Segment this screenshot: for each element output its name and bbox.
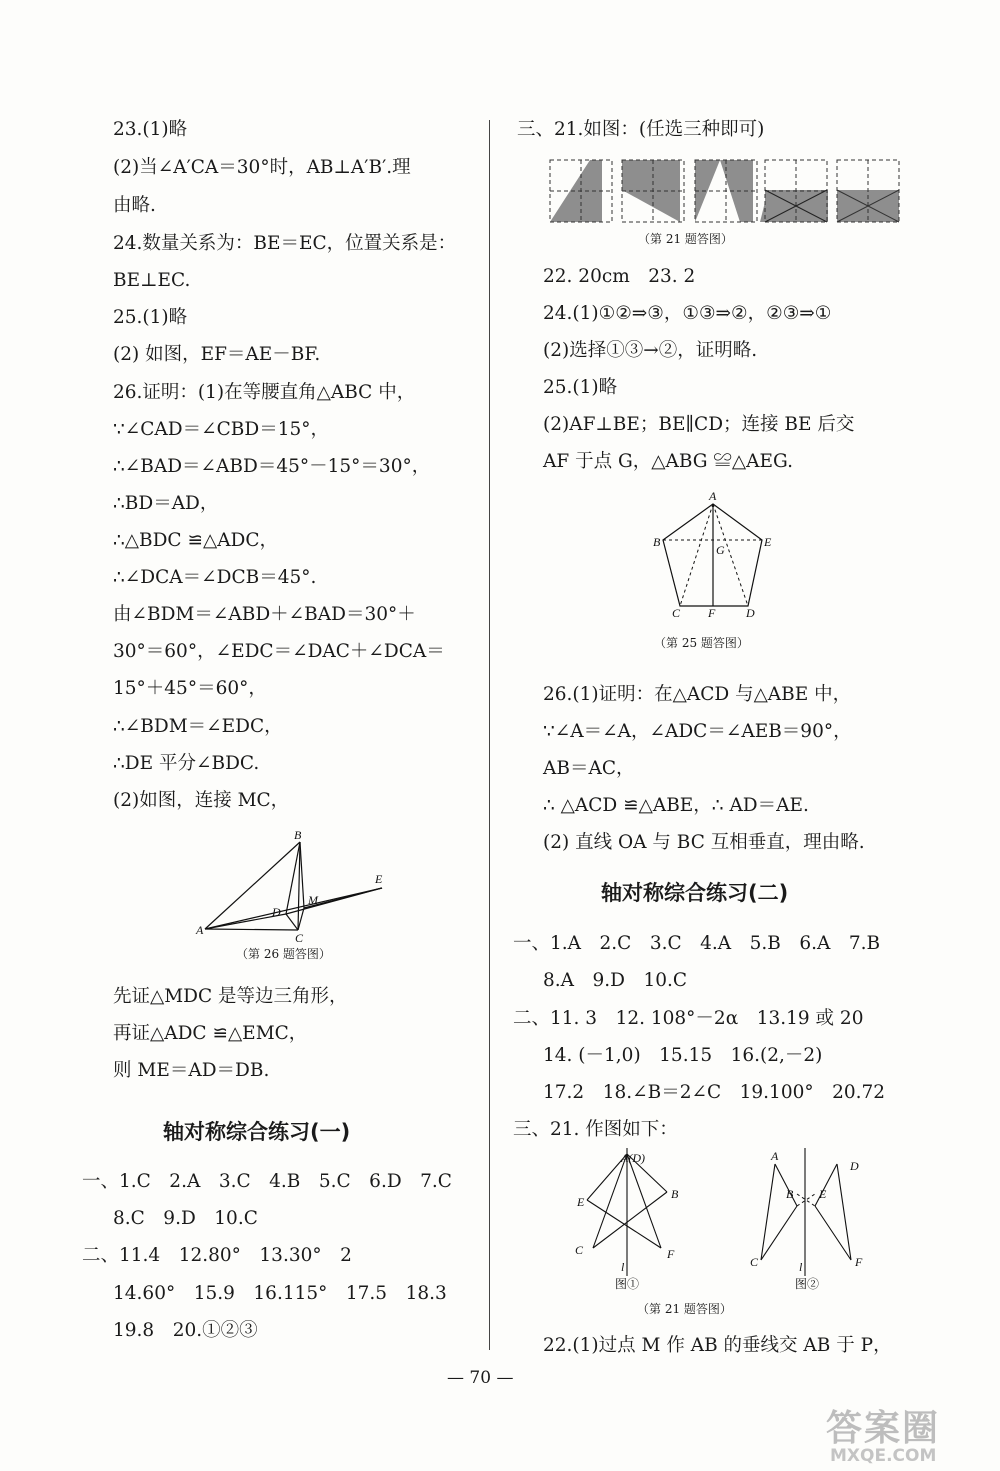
figure-label: F — [855, 1255, 863, 1269]
figure-21-constructions — [565, 1148, 885, 1298]
text-line: 三、21.如图：(任选三种即可) — [517, 119, 765, 140]
figure-caption: （第 21 题答图） — [637, 1302, 732, 1316]
text-line: 23.(1)略 — [113, 119, 188, 140]
answer-line: 一、1.A 2.C 3.C 4.A 5.B 6.A 7.B — [513, 933, 881, 954]
watermark-logo — [820, 1400, 990, 1466]
text-line: 30°＝60°，∠EDC＝∠DAC＋∠DCA＝ — [113, 641, 445, 662]
figure-25-pentagon — [650, 488, 780, 618]
figure-label: D — [272, 905, 281, 919]
figure-label: D — [746, 606, 755, 620]
figure-26 — [190, 826, 400, 945]
figure-label: A — [196, 923, 204, 937]
text-line: 再证△ADC ≌△EMC， — [113, 1023, 308, 1044]
text-line: (2)AF⊥BE；BE∥CD；连接 BE 后交 — [543, 414, 855, 435]
text-line: (2)选择①③→②，证明略. — [543, 340, 758, 361]
figure-label: B — [653, 535, 661, 549]
section-heading: 轴对称综合练习(一) — [163, 1120, 351, 1144]
text-line: ∴△BDC ≌△ADC， — [113, 530, 279, 551]
text-line: 由∠BDM＝∠ABD＋∠BAD＝30°＋ — [113, 604, 416, 625]
answer-line: 8.C 9.D 10.C — [113, 1208, 258, 1229]
text-line: 先证△MDC 是等边三角形， — [113, 986, 348, 1007]
answer-line: 一、1.C 2.A 3.C 4.B 5.C 6.D 7.C — [82, 1171, 452, 1192]
figure-label: D — [850, 1159, 859, 1173]
text-line: ∴∠BDM＝∠EDC， — [113, 716, 283, 737]
text-line: ∴ △ACD ≌△ABE，∴ AD＝AE. — [543, 795, 809, 816]
text-line: (2) 直线 OA 与 BC 互相垂直，理由略. — [543, 832, 865, 853]
text-line: 25.(1)略 — [543, 377, 618, 398]
figure-label: 图② — [795, 1277, 820, 1291]
text-line: 15°＋45°＝60°， — [113, 678, 267, 699]
text-line: (2)如图，连接 MC， — [113, 790, 290, 811]
figure-label: E — [577, 1195, 585, 1209]
figure-label: B — [294, 828, 302, 842]
text-line: ∵∠A＝∠A，∠ADC＝∠AEB＝90°， — [543, 721, 852, 742]
figure-label: A — [709, 489, 717, 503]
column-divider — [489, 120, 490, 1350]
figure-label: 图① — [615, 1277, 640, 1291]
text-line: 25.(1)略 — [113, 307, 188, 328]
figure-caption: （第 26 题答图） — [236, 947, 331, 961]
text-line: 26.(1)证明：在△ACD 与△ABE 中， — [543, 684, 852, 705]
figure-label: M — [308, 893, 318, 907]
figure-label: E — [375, 872, 383, 886]
figure-label: G — [716, 543, 725, 557]
figure-label: C — [575, 1243, 584, 1257]
text-line: ∴∠DCA＝∠DCB＝45°. — [113, 567, 317, 588]
answer-line: 19.8 20.①②③ — [113, 1320, 258, 1341]
answer-line: 14.60° 15.9 16.115° 17.5 18.3 — [113, 1283, 447, 1304]
text-line: BE⊥EC. — [113, 270, 191, 291]
figure-caption: （第 25 题答图） — [654, 636, 749, 650]
figure-label: C — [750, 1255, 759, 1269]
figure-label: A(D) — [621, 1151, 645, 1165]
figure-21-squares — [550, 158, 835, 224]
text-line: 26.证明：(1)在等腰直角△ABC 中， — [113, 382, 416, 403]
answer-line: 17.2 18.∠B＝2∠C 19.100° 20.72 — [543, 1082, 886, 1103]
page-number: — 70 — — [447, 1368, 514, 1388]
answer-line: 8.A 9.D 10.C — [543, 970, 688, 991]
text-line: AB＝AC， — [543, 758, 635, 779]
watermark-url: MXQE.COM — [830, 1446, 937, 1466]
figure-label: C — [295, 931, 304, 945]
text-line: 22.(1)过点 M 作 AB 的垂线交 AB 于 P， — [543, 1335, 892, 1356]
figure-caption: （第 21 题答图） — [638, 232, 733, 246]
figure-label: l — [621, 1260, 625, 1274]
text-line: AF 于点 G，△ABG ≌△AEG. — [543, 451, 794, 472]
figure-label: A — [771, 1149, 779, 1163]
figure-label: E — [819, 1187, 827, 1201]
text-line: 24.(1)①②⇒③，①③⇒②，②③⇒① — [543, 303, 832, 324]
figure-label: B — [786, 1187, 794, 1201]
text-line: ∴BD＝AD， — [113, 493, 219, 514]
text-line: ∴∠BAD＝∠ABD＝45°－15°＝30°， — [113, 456, 431, 477]
section-heading: 轴对称综合练习(二) — [601, 881, 789, 905]
answer-line: 二、11.4 12.80° 13.30° 2 — [82, 1245, 352, 1266]
answer-line: 14. (－1,0) 15.15 16.(2,－2) — [543, 1045, 823, 1066]
text-line: ∴DE 平分∠BDC. — [113, 753, 260, 774]
text-line: 24.数量关系为：BE＝EC，位置关系是： — [113, 233, 457, 254]
watermark-text: 答案圈 — [826, 1408, 941, 1449]
answer-line: 二、11. 3 12. 108°－2α 13.19 或 20 — [513, 1008, 864, 1029]
figure-label: F — [667, 1247, 675, 1261]
text-line: (2) 如图，EF＝AE－BF. — [113, 344, 321, 365]
text-line: (2)当∠A′CA＝30°时，AB⊥A′B′.理 — [113, 157, 411, 178]
text-line: 则 ME＝AD＝DB. — [113, 1060, 270, 1081]
text-line: 由略. — [113, 195, 156, 216]
figure-label: F — [708, 606, 716, 620]
text-line: ∵∠CAD＝∠CBD＝15°， — [113, 419, 329, 440]
figure-label: l — [799, 1260, 803, 1274]
figure-label: C — [672, 606, 681, 620]
answer-line: 三、21. 作图如下： — [513, 1119, 678, 1140]
text-line: 22. 20cm 23. 2 — [543, 266, 696, 287]
figure-label: B — [671, 1187, 679, 1201]
figure-label: E — [764, 535, 772, 549]
